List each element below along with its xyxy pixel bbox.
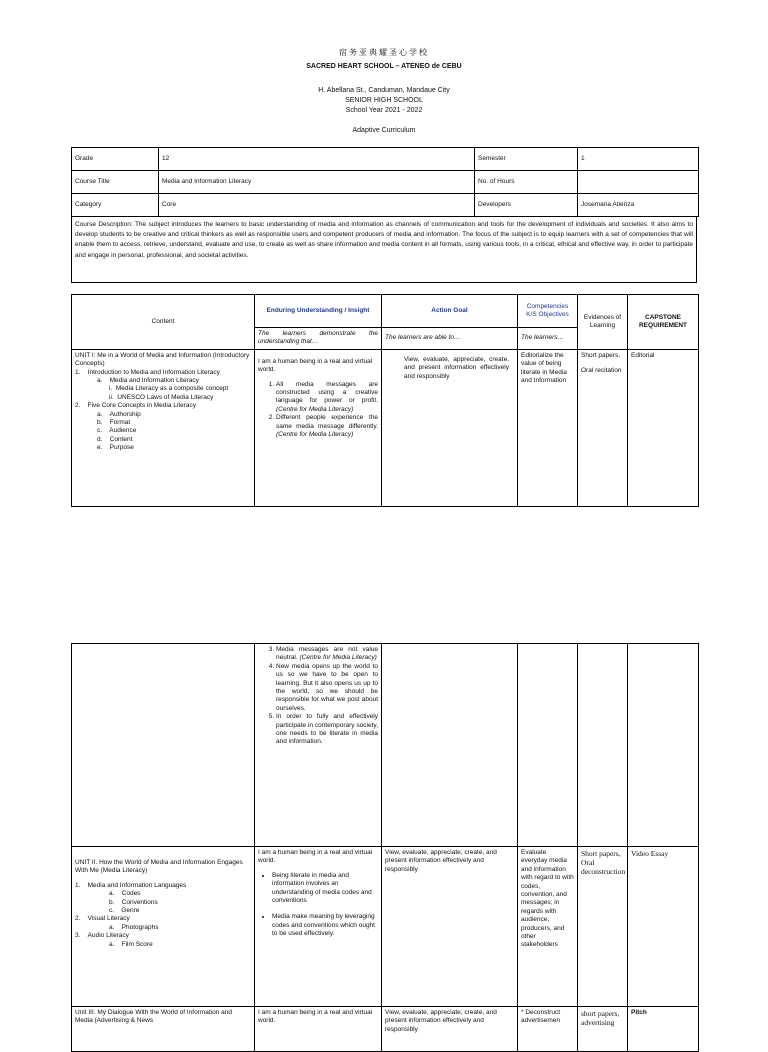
cont-eu-item4: 4. New media opens up the world to us so we have to be open to learning. But it also opens us up to the world, so we should be responsible for what we post about ourselves. [276, 663, 378, 713]
competencies-header [518, 295, 578, 328]
unit1-item1: 1. Introduction to Media and Information Literacy [75, 368, 220, 376]
eu-subheader: The learners demonstrate the understanding that… [255, 328, 382, 350]
cont-competency [518, 644, 578, 847]
unit1-eu2-cite: (Centre for Media Literacy) [276, 431, 354, 439]
unit2-eu [255, 847, 382, 1007]
unit1-concept-a: a. Authorship [97, 410, 141, 418]
unit1-eu-item2 [276, 414, 378, 439]
content-header: Content [72, 295, 255, 350]
unit1-evid1: Short papers, [581, 351, 621, 359]
unit1-eu1-cite: (Centre for Media Literacy) [276, 405, 354, 413]
unit2-content [72, 847, 255, 1007]
unit3-action-goal: View, evaluate, appreciate, create, and present information effectively and responsibly [382, 1007, 518, 1052]
unit2-capstone: Video Essay [628, 847, 699, 1007]
unit1-eu-intro: I am a human being in a real and virtual world. [258, 357, 373, 374]
unit2-eu-bullet2: • Media make meaning by leveraging codes and conventions which ought to be used effectively. [272, 913, 378, 938]
course-info-table [71, 147, 699, 217]
cont-action-goal [382, 644, 518, 847]
unit1-eu1-text: All media messages are constructed using a creative language for power or profit. [276, 380, 378, 405]
grade-label: Grade [72, 148, 159, 171]
unit1-item1a-ii: ii. UNESCO Laws of Media Literacy [109, 393, 214, 401]
unit1-competency: Editorialize the value of being literate in Media and Information [518, 349, 578, 506]
school-year: School Year 2021 - 2022 [345, 107, 423, 114]
unit2-item3a: a. Film Score [109, 940, 153, 948]
unit2-title: UNIT II. How the World of Media and Information Engages With Me (Media Literacy) [75, 859, 243, 875]
unit1-concept-c: c. Audience [97, 427, 137, 435]
curriculum-table-page1 [71, 294, 699, 507]
action-goal-subheader: The learners are able to… [382, 328, 518, 350]
cont-eu-list [258, 646, 378, 747]
unit1-eu-item1 [276, 381, 378, 415]
unit1-item2: 2. Five Core Concepts in Media Literacy [75, 402, 197, 410]
unit1-title: UNIT I: Me in a World of Media and Information (Introductory Concepts) [75, 351, 250, 368]
unit3-capstone: Pitch [628, 1007, 699, 1052]
cont-content [72, 644, 255, 847]
unit2-eu-bullet1: • Being literate in media and information involves an understanding of media codes and conventions [272, 872, 378, 906]
document-title: Adaptive Curriculum [352, 127, 416, 134]
unit3-content [72, 1007, 255, 1052]
cont-eu-item3 [276, 646, 378, 663]
unit1-evid2: Oral recitation [581, 367, 622, 375]
unit1-eu-list [258, 381, 378, 440]
unit2-eu-list [258, 872, 378, 939]
unit1-eu2-text: Different people experience the same media message differently. [276, 414, 378, 430]
unit2-evidences: Short papers, Oral deconstruction [578, 847, 628, 1007]
unit1-concept-e: e. Purpose [97, 444, 134, 452]
unit3-eu: I am a human being in a real and virtual world. [255, 1007, 382, 1052]
unit2-action-goal: View, evaluate, appreciate, create, and present information effectively and responsibly [382, 847, 518, 1007]
competencies-header-text: Competencies K/S Objectives [526, 302, 569, 318]
cont-eu [255, 644, 382, 847]
grade-value: 12 [159, 148, 475, 171]
capstone-header: CAPSTONE REQUIREMENT [628, 295, 699, 350]
category-label: Category [72, 194, 159, 217]
unit1-content [72, 349, 255, 506]
unit1-item1a: a. Media and Information Literacy [97, 377, 199, 385]
cont-evidences [578, 644, 628, 847]
school-level: SENIOR HIGH SCHOOL [345, 97, 423, 104]
unit2-item1a: a. Codes [109, 890, 141, 898]
semester-label: Semester [475, 148, 578, 171]
school-name: SACRED HEART SCHOOL – ATENEO de CEBU [306, 63, 462, 70]
course-description: Course Description: The subject introduces the learners to basic understanding of media and information as channels of communication and tools for the development of individuals and societies. It also aims to develop students to be creative and critical thinkers as well as responsible users and competent producers of media and information. The focus of the subject is to equip learners with a set of competencies that will enable them to access, retrieve, understand, evaluate and use, to create as well as share information and media content in all formats, using various tools, in a critical, ethical and effective way, in order to participate and engage in personal, professional, and societal activities. [71, 217, 697, 283]
eu-header: Enduring Understanding / Insight [255, 295, 382, 328]
cont-eu-item5: 5. In order to fully and effectively participate in contemporary society, one needs to be literate in media and information. [276, 713, 378, 747]
unit2-item2a: a. Photographs [109, 923, 159, 931]
unit2-item1: 1. Media and Information Languages [75, 881, 187, 889]
unit3-competency: * Deconstruct advertisemen [518, 1007, 578, 1052]
cont-eu3-text: Media messages are not value neutral. [276, 646, 378, 662]
unit2-eu-intro: I am a human being in a real and virtual world. [258, 849, 373, 865]
semester-value: 1 [578, 148, 699, 171]
unit3-title: Unit III. My Dialogue With the World of Information and Media (Advertising & News [75, 1009, 233, 1025]
unit1-concept-b: b. Format [97, 419, 131, 427]
action-goal-header: Action Goal [382, 295, 518, 328]
unit1-evidences [578, 349, 628, 506]
unit3-evidences: short papers, advertising [578, 1007, 628, 1052]
hours-label: No. of Hours [475, 171, 578, 194]
developers-value: Josemaria Atienza [578, 194, 699, 217]
unit1-eu [255, 349, 382, 506]
hours-value [578, 171, 699, 194]
unit2-item1c: c. Genre [109, 907, 140, 915]
cont-eu3-cite: (Centre for Media Literacy) [299, 654, 377, 662]
unit2-competency: Evaluate everyday media and information with regard to with codes, convention, and messages; in regards with audience, producers, and other stakeholders [518, 847, 578, 1007]
unit1-action-goal: View, evaluate, appreciate, create, and present information effectively and responsibly [382, 349, 518, 506]
school-name-chinese: 宿务亚典耀圣心学校 [339, 48, 429, 57]
unit2-item3: 3. Audio Literacy [75, 932, 129, 940]
unit1-item1a-i: i. Media Literacy as a composite concept [109, 385, 229, 393]
school-address: H. Abellana St., Canduman, Mandaue City [318, 87, 450, 94]
unit2-item2: 2. Visual Literacy [75, 915, 130, 923]
category-value: Core [159, 194, 475, 217]
curriculum-table-page2 [71, 643, 699, 1052]
course-title-label: Course Title [72, 171, 159, 194]
unit2-item1b: b. Conventions [109, 898, 158, 906]
unit1-concept-d: d. Content [97, 435, 133, 443]
course-title-value: Media and Information Literacy [159, 171, 475, 194]
developers-label: Developers [475, 194, 578, 217]
competencies-subheader: The learners… [518, 328, 578, 350]
evidences-header: Evidences of Learning [578, 295, 628, 350]
cont-capstone [628, 644, 699, 847]
unit1-capstone: Editorial [628, 349, 699, 506]
